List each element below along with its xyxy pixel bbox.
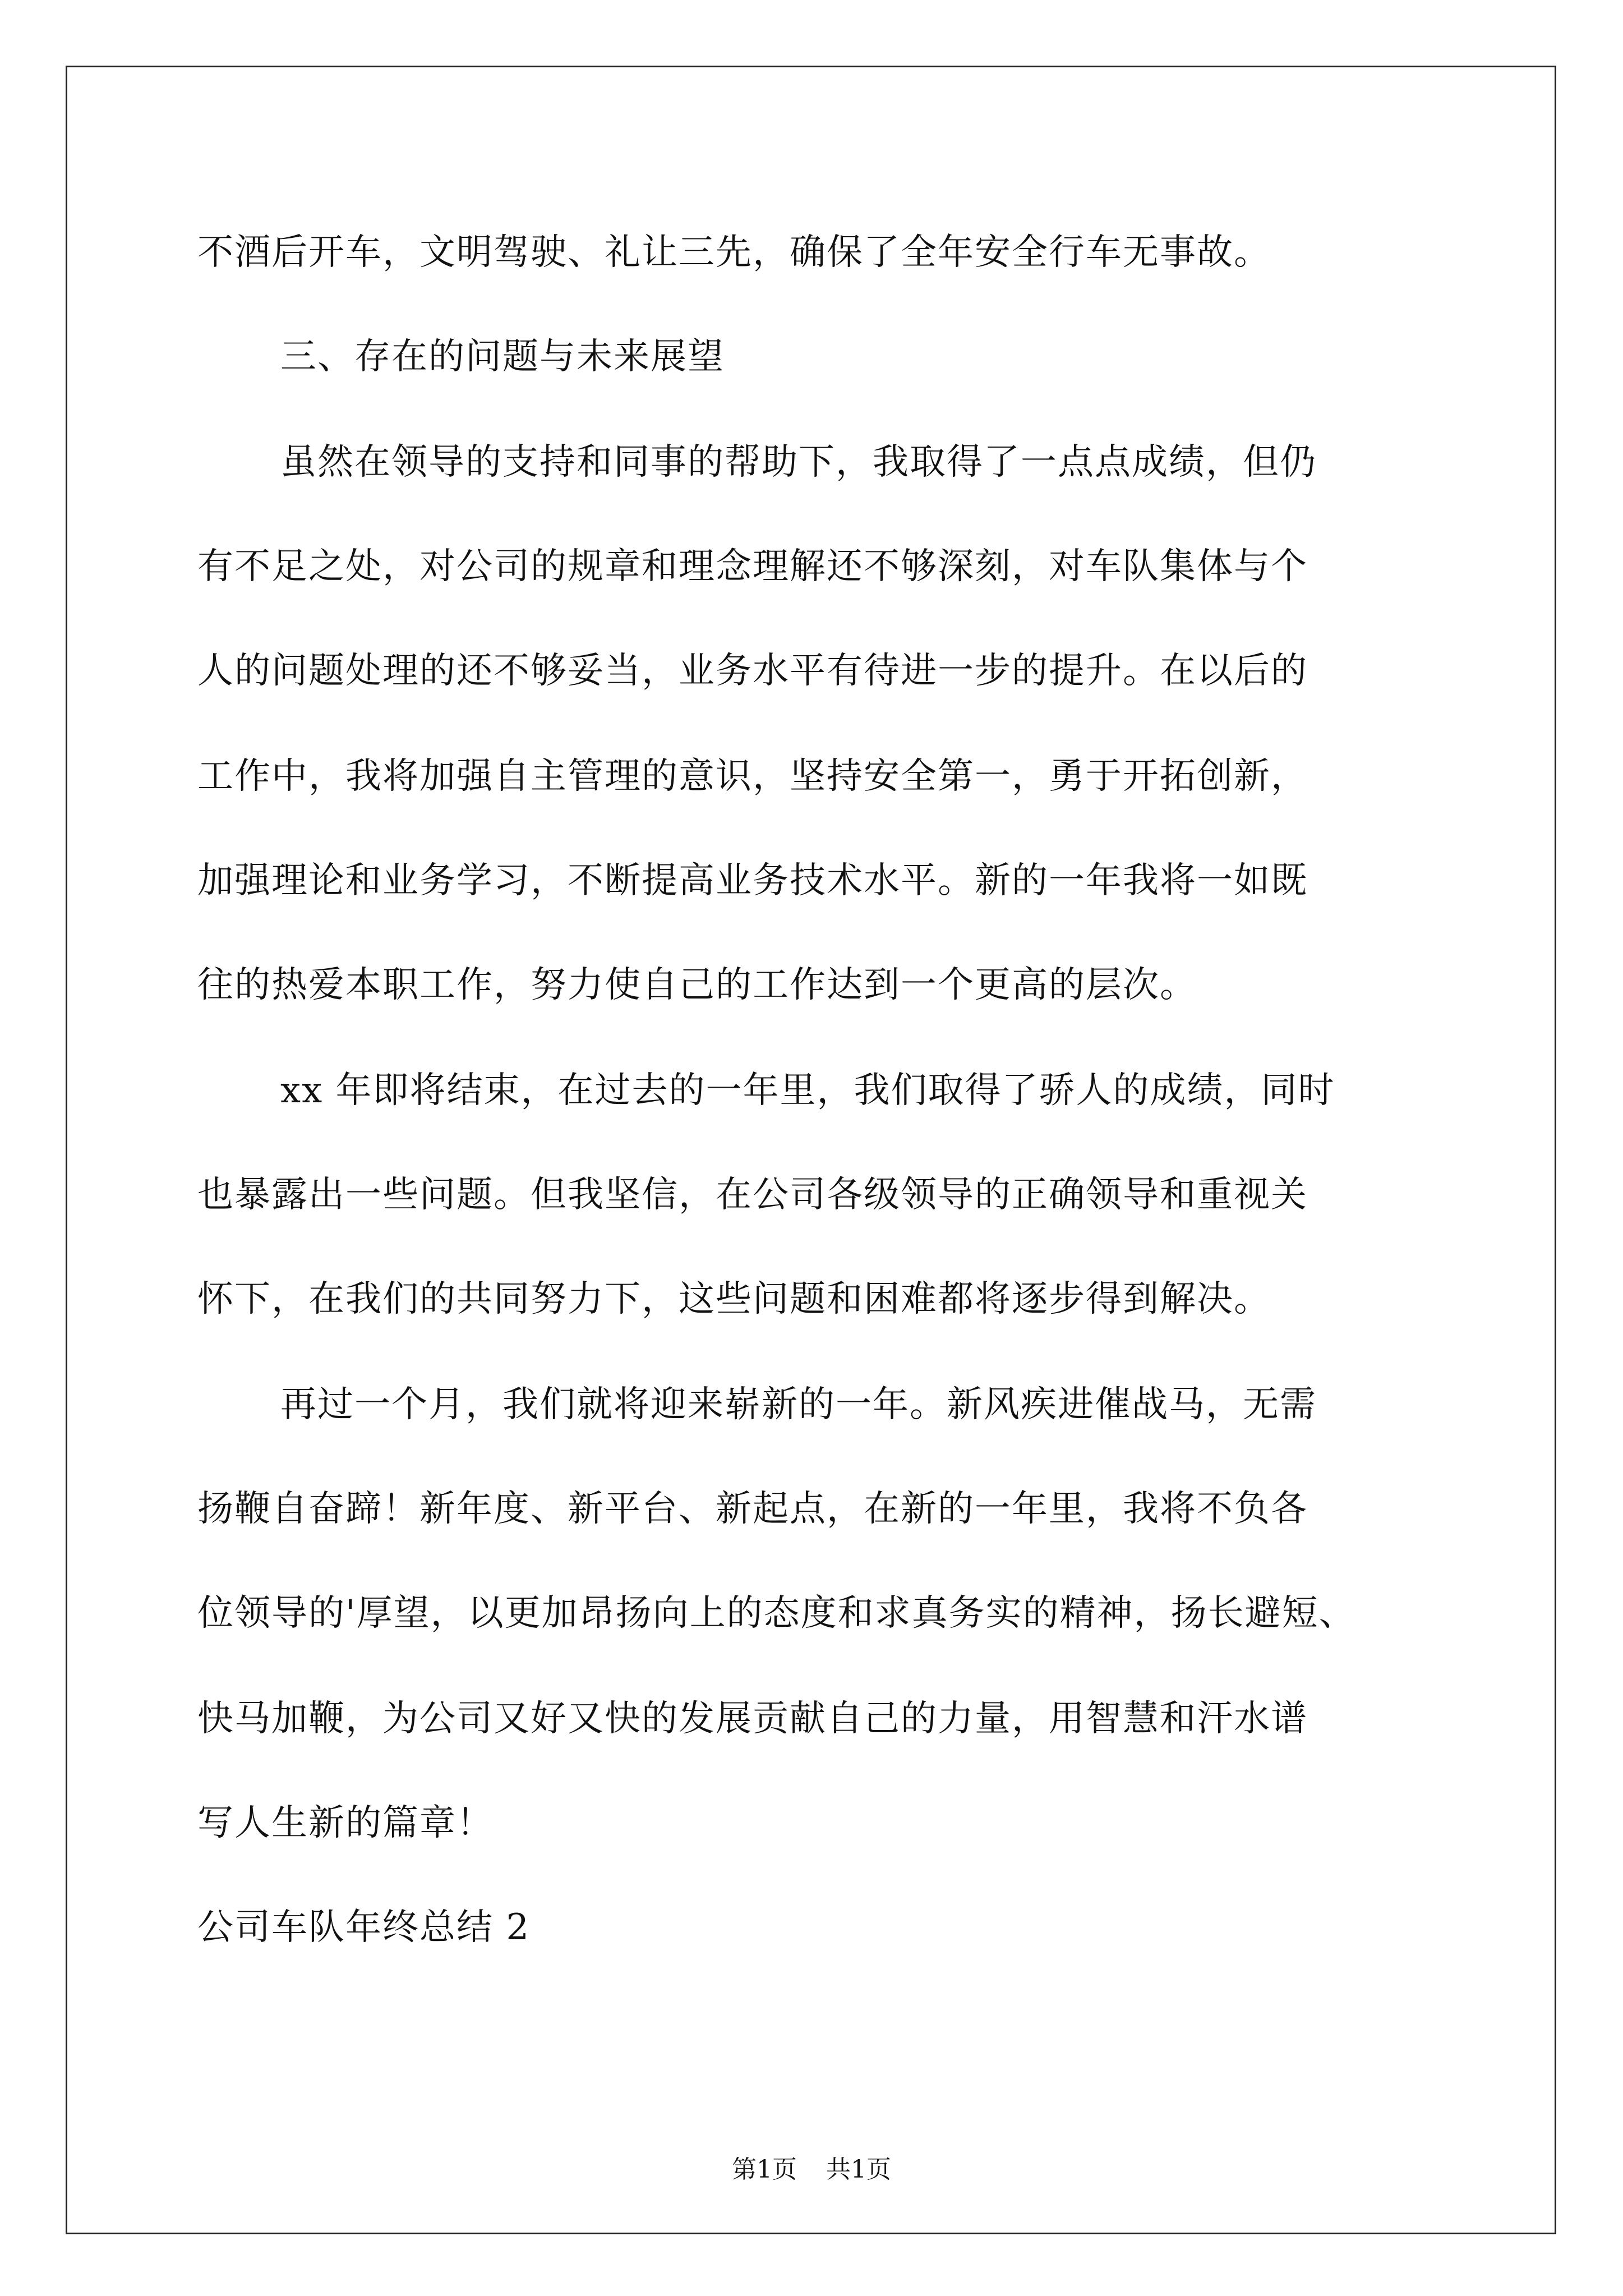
document-subtitle: 公司车队年终总结 2: [197, 1907, 531, 1948]
page-footer: [0, 2157, 1623, 2182]
page-number: 第1页: [732, 2155, 797, 2184]
body-line-11: 怀下，在我们的共同努力下，这些问题和困难都将逐步得到解决。: [197, 1278, 1271, 1320]
body-line-8: 往的热爱本职工作，努力使自己的工作达到一个更高的层次。: [197, 964, 1197, 1006]
section-heading: 三、存在的问题与未来展望: [280, 336, 725, 378]
body-line-10: 也暴露出一些问题。但我坚信，在公司各级领导的正确领导和重视关: [197, 1174, 1308, 1216]
body-line-1: 不酒后开车，文明驾驶、礼让三先，确保了全年安全行车无事故。: [197, 232, 1271, 273]
body-line-13: 扬鞭自奋蹄！新年度、新平台、新起点，在新的一年里，我将不负各: [197, 1488, 1308, 1530]
body-line-4: 有不足之处，对公司的规章和理念理解还不够深刻，对车队集体与个: [197, 546, 1308, 587]
body-line-12: 再过一个月，我们就将迎来崭新的一年。新风疾进催战马，无需: [280, 1384, 1317, 1425]
page-total: 共1页: [826, 2155, 891, 2184]
body-line-5: 人的问题处理的还不够妥当，业务水平有待进一步的提升。在以后的: [197, 650, 1308, 692]
body-line-15: 快马加鞭，为公司又好又快的发展贡献自己的力量，用智慧和汗水谱: [197, 1698, 1308, 1740]
body-line-9: xx 年即将结束，在过去的一年里，我们取得了骄人的成绩，同时: [280, 1070, 1335, 1111]
body-line-14: 位领导的'厚望，以更加昂扬向上的态度和求真务实的精神，扬长避短、: [197, 1593, 1356, 1634]
body-line-16: 写人生新的篇章！: [197, 1802, 494, 1844]
body-line-6: 工作中，我将加强自主管理的意识，坚持安全第一，勇于开拓创新，: [197, 756, 1308, 797]
body-line-7: 加强理论和业务学习，不断提高业务技术水平。新的一年我将一如既: [197, 860, 1308, 901]
body-line-3: 虽然在领导的支持和同事的帮助下，我取得了一点点成绩，但仍: [280, 441, 1317, 483]
